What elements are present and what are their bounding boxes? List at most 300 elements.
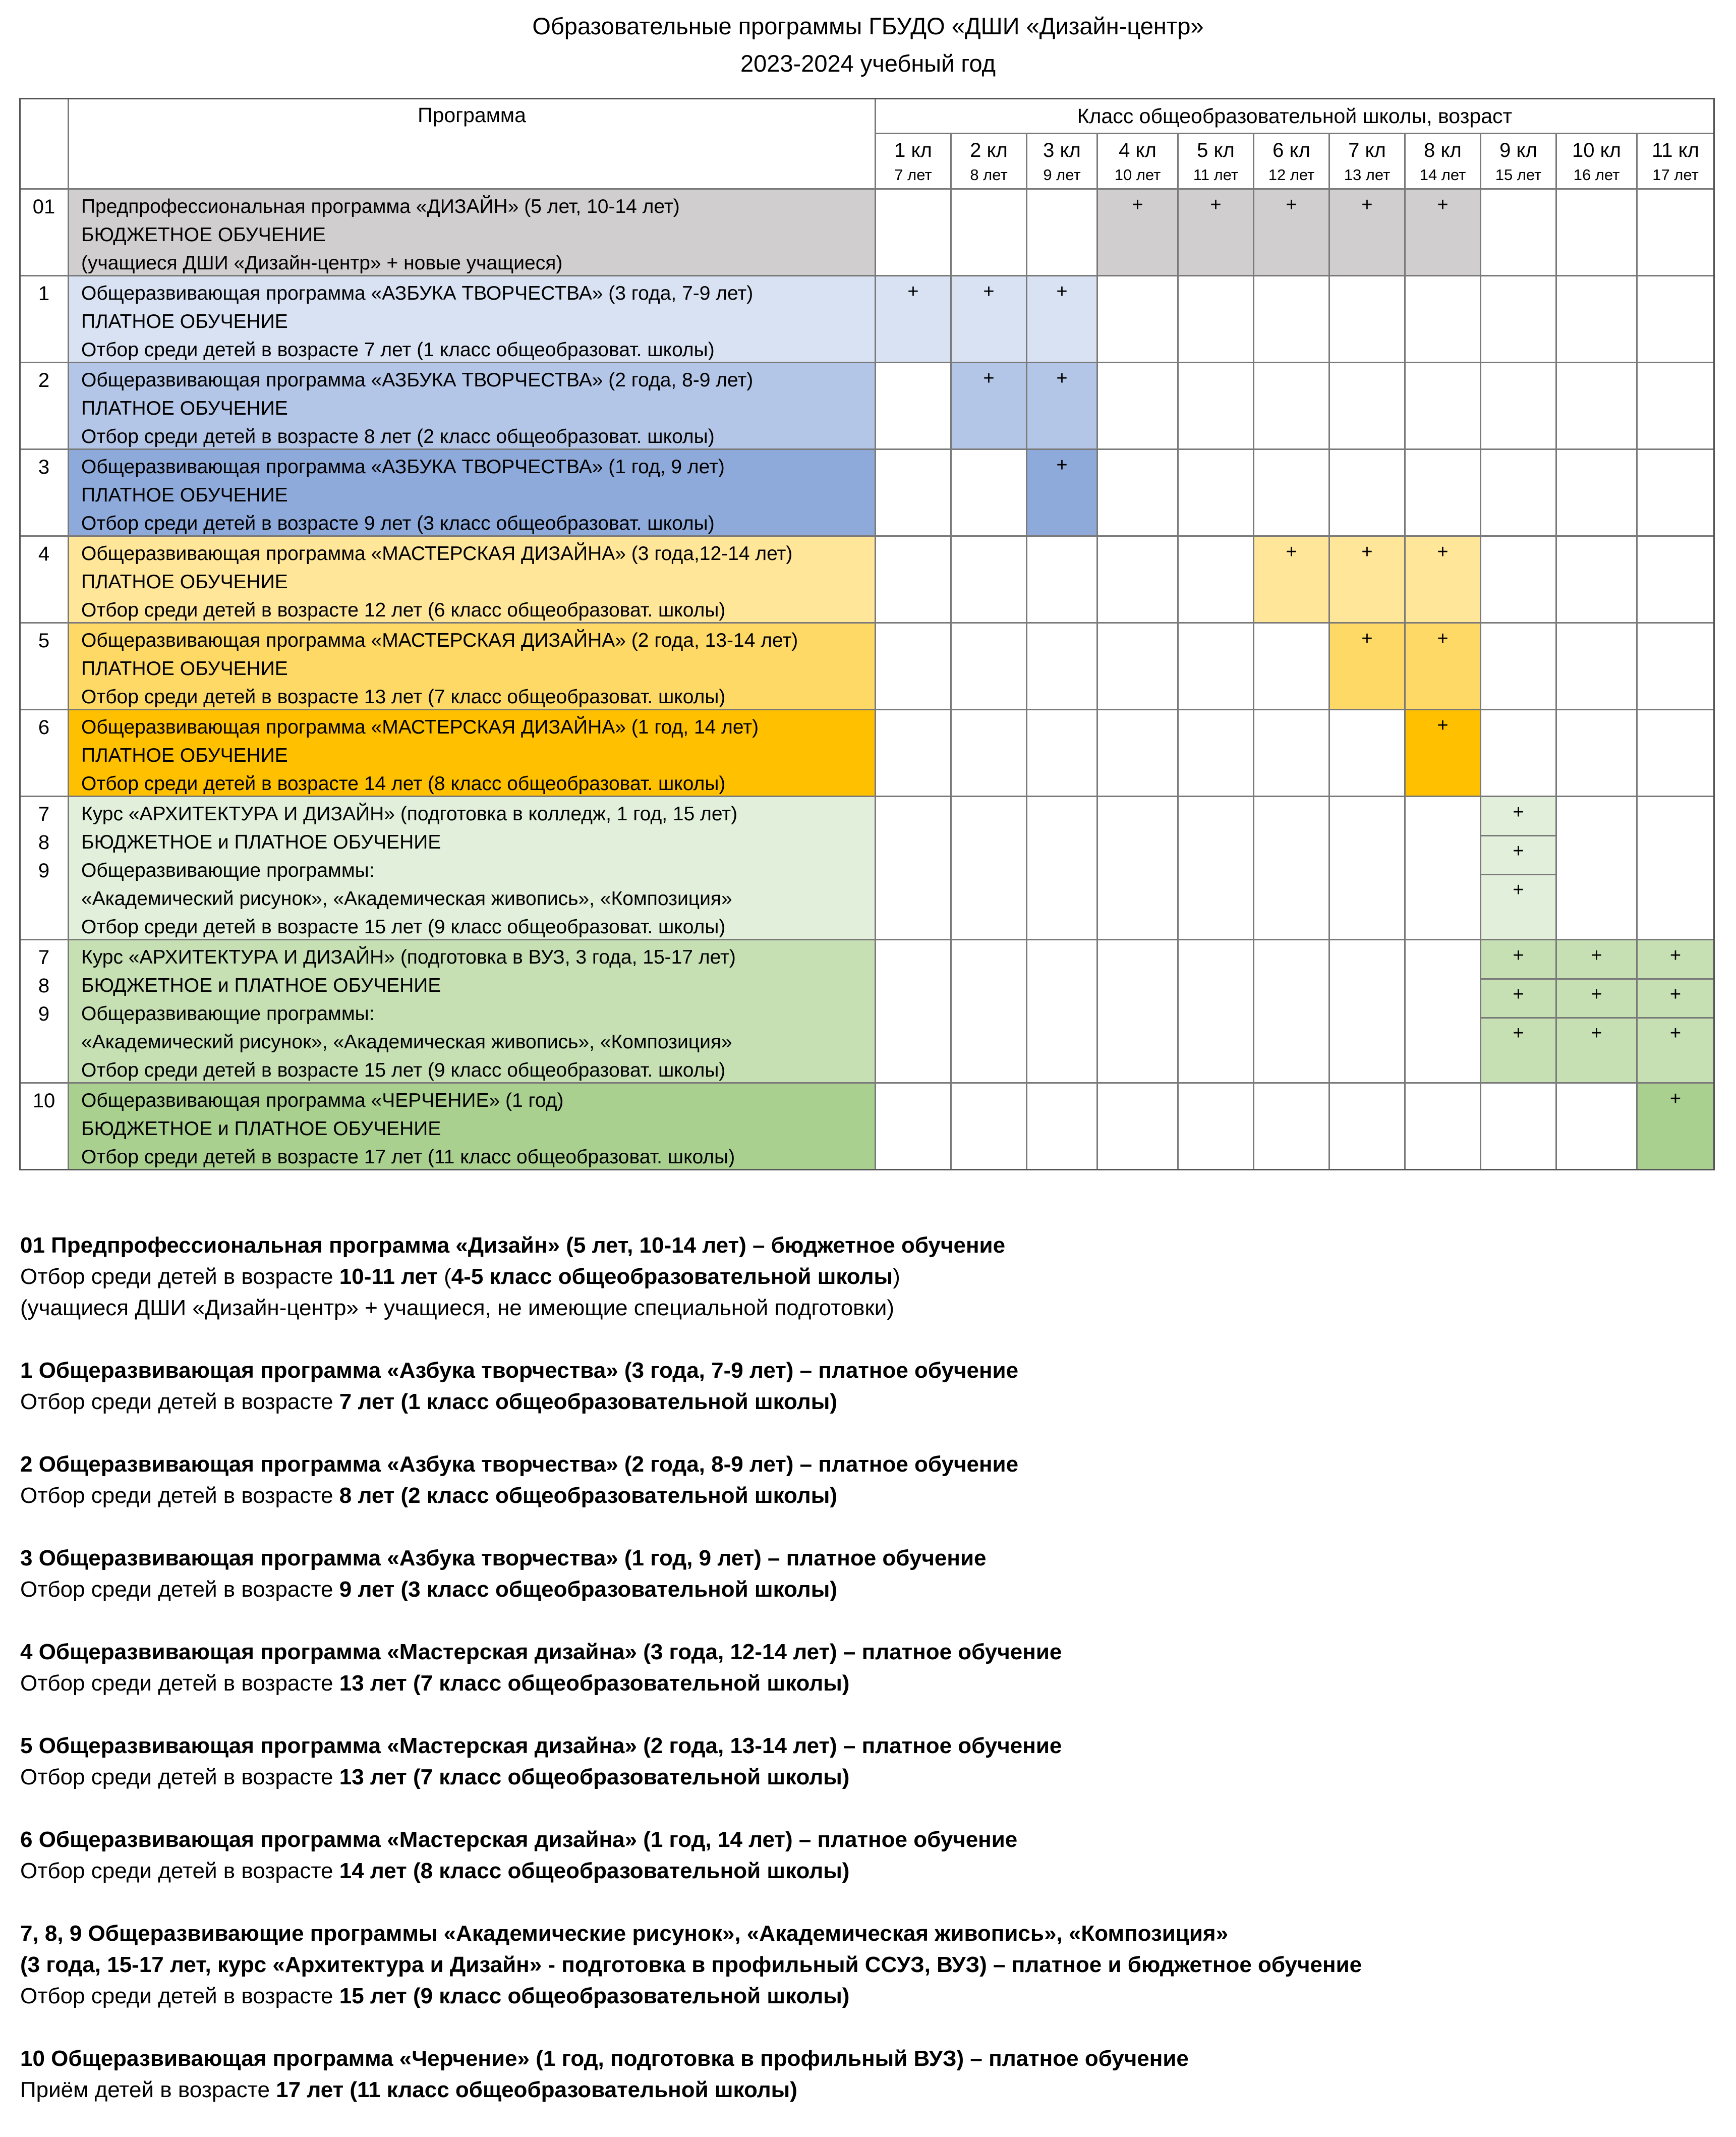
program-line: БЮДЖЕТНОЕ и ПЛАТНОЕ ОБУЧЕНИЕ — [81, 975, 441, 996]
class-cell — [1027, 1084, 1098, 1170]
class-cell-marked — [1027, 363, 1098, 450]
program-notes — [20, 1230, 1715, 2137]
note-line — [20, 1637, 1715, 1668]
class-cell — [1481, 450, 1557, 537]
class-cell — [1330, 450, 1406, 537]
class-cell — [1254, 624, 1330, 710]
class-cell — [1638, 624, 1715, 710]
program-line: Общеразвивающая программа «АЗБУКА ТВОРЧЕСТВА» (2 года, 8-9 лет) — [81, 369, 754, 391]
plus-mark: + — [1056, 455, 1068, 476]
class-cell — [876, 1084, 952, 1170]
class-cell-marked — [1481, 940, 1557, 1084]
class-cell — [1557, 1084, 1638, 1170]
note-text: Отбор среди детей в возрасте — [20, 1264, 339, 1289]
class-cell — [876, 363, 952, 450]
class-cell — [1098, 537, 1179, 624]
note-text: Приём детей в возрасте — [20, 2077, 276, 2102]
header-class-column — [876, 134, 952, 190]
class-cell — [1179, 1084, 1254, 1170]
program-line: Отбор среди детей в возрасте 13 лет (7 класс общеобразоват. школы) — [81, 686, 726, 708]
plus-mark: + — [1591, 1023, 1602, 1044]
sub-row-divider — [1481, 1017, 1555, 1019]
note-bold-text: 14 лет (8 класс общеобразовательной школы) — [339, 1859, 850, 1883]
class-cell — [1098, 624, 1179, 710]
sub-row-divider — [1557, 978, 1636, 980]
note-bold-text: 17 лет (11 класс общеобразовательной школы) — [276, 2077, 797, 2102]
header-class-column — [1330, 134, 1406, 190]
note-paragraph — [20, 2043, 1715, 2106]
class-number: 3 кл — [1043, 139, 1081, 161]
note-line — [20, 1668, 1715, 1699]
class-cell-marked — [1557, 940, 1638, 1084]
class-cell — [1254, 710, 1330, 797]
class-number: 7 кл — [1348, 139, 1386, 161]
class-cell-marked — [1406, 624, 1481, 710]
plus-mark: + — [1132, 194, 1143, 215]
class-cell — [1638, 190, 1715, 276]
row-number: 8 — [38, 831, 50, 854]
note-paragraph — [20, 1637, 1715, 1699]
row-number: 9 — [38, 860, 50, 882]
row-number: 4 — [38, 543, 50, 565]
class-age: 13 лет — [1344, 166, 1391, 184]
class-cell — [876, 710, 952, 797]
row-number: 01 — [32, 196, 55, 218]
plus-mark: + — [1437, 715, 1449, 736]
row-program-cell — [69, 537, 876, 624]
class-cell — [1330, 940, 1406, 1084]
class-cell — [1179, 363, 1254, 450]
plus-mark: + — [1437, 194, 1449, 215]
class-age: 9 лет — [1043, 166, 1081, 184]
program-line: ПЛАТНОЕ ОБУЧЕНИЕ — [81, 745, 288, 766]
note-bold-text: 7 лет (1 класс общеобразовательной школы) — [339, 1389, 837, 1414]
program-line: ПЛАТНОЕ ОБУЧЕНИЕ — [81, 571, 288, 593]
row-number-cell — [20, 710, 69, 797]
note-line — [20, 1574, 1715, 1605]
class-cell — [952, 537, 1027, 624]
row-number: 1 — [38, 283, 50, 305]
note-text: Отбор среди детей в возрасте — [20, 1859, 339, 1883]
program-line: Общеразвивающая программа «АЗБУКА ТВОРЧЕСТВА» (1 год, 9 лет) — [81, 456, 725, 478]
header-class-column — [1254, 134, 1330, 190]
class-cell — [1179, 276, 1254, 363]
note-bold-text: 4 Общеразвивающая программа «Мастерская дизайна» (3 года, 12-14 лет) – платное обучение — [20, 1640, 1062, 1664]
class-cell — [1557, 624, 1638, 710]
class-number: 2 кл — [970, 139, 1008, 161]
header-number-cell — [20, 99, 69, 190]
class-cell — [876, 450, 952, 537]
note-bold-text: 2 Общеразвивающая программа «Азбука творчества» (2 года, 8-9 лет) – платное обучение — [20, 1452, 1019, 1477]
class-age: 15 лет — [1495, 166, 1542, 184]
plus-mark: + — [1513, 840, 1524, 862]
class-cell-marked — [1254, 190, 1330, 276]
class-cell — [1254, 1084, 1330, 1170]
program-description — [81, 627, 871, 711]
class-cell-marked — [1098, 190, 1179, 276]
row-number-cell — [20, 190, 69, 276]
row-number: 8 — [38, 975, 50, 997]
row-program-cell — [69, 190, 876, 276]
note-bold-text: 6 Общеразвивающая программа «Мастерская дизайна» (1 год, 14 лет) – платное обучение — [20, 1827, 1018, 1852]
class-cell — [952, 1084, 1027, 1170]
program-line: (учащиеся ДШИ «Дизайн-центр» + новые учащиеся) — [81, 252, 563, 274]
class-cell — [1557, 450, 1638, 537]
note-line — [20, 1449, 1715, 1480]
header-program-cell — [69, 99, 876, 190]
class-cell — [1098, 797, 1179, 940]
class-cell-marked — [1406, 710, 1481, 797]
program-line: «Академический рисунок», «Академическая живопись», «Композиция» — [81, 888, 732, 910]
program-description — [81, 453, 871, 538]
program-line: Общеразвивающие программы: — [81, 860, 375, 881]
class-cell — [1179, 940, 1254, 1084]
row-number: 10 — [32, 1090, 55, 1112]
class-cell — [1638, 276, 1715, 363]
row-number-cell — [20, 537, 69, 624]
class-cell-marked — [1254, 537, 1330, 624]
class-cell — [1406, 1084, 1481, 1170]
note-line — [20, 1824, 1715, 1855]
class-cell-marked — [1330, 190, 1406, 276]
plus-mark: + — [1669, 1023, 1682, 1044]
class-cell — [1406, 450, 1481, 537]
plus-mark: + — [1056, 368, 1068, 389]
note-line — [20, 1543, 1715, 1574]
header-class-column — [1406, 134, 1481, 190]
class-cell-marked — [1027, 450, 1098, 537]
plus-mark: + — [983, 281, 995, 302]
header-class-column — [1638, 134, 1715, 190]
row-number: 6 — [38, 716, 50, 739]
note-line — [20, 1949, 1715, 1981]
class-cell — [952, 624, 1027, 710]
note-paragraph — [20, 1230, 1715, 1324]
class-age: 8 лет — [970, 166, 1008, 184]
class-cell-marked — [1481, 797, 1557, 940]
class-cell — [1027, 940, 1098, 1084]
program-line: Отбор среди детей в возрасте 8 лет (2 класс общеобразоват. школы) — [81, 426, 715, 447]
note-text: Отбор среди детей в возрасте — [20, 1765, 339, 1789]
program-description — [81, 540, 871, 625]
note-bold-text: 13 лет (7 класс общеобразовательной школы) — [339, 1671, 850, 1696]
header-class-label: Класс общеобразовательной школы, возраст — [1077, 104, 1513, 128]
class-age: 10 лет — [1114, 166, 1161, 184]
program-line: Отбор среди детей в возрасте 12 лет (6 класс общеобразоват. школы) — [81, 599, 726, 621]
row-number: 5 — [38, 630, 50, 652]
plus-mark: + — [1361, 194, 1373, 215]
header-program-label: Программа — [418, 103, 526, 127]
plus-mark: + — [1513, 984, 1524, 1005]
program-line: БЮДЖЕТНОЕ и ПЛАТНОЕ ОБУЧЕНИЕ — [81, 831, 441, 853]
note-bold-text: 3 Общеразвивающая программа «Азбука творчества» (1 год, 9 лет) – платное обучение — [20, 1546, 987, 1570]
note-bold-text: 1 Общеразвивающая программа «Азбука творчества» (3 года, 7-9 лет) – платное обучение — [20, 1358, 1019, 1383]
class-cell — [1179, 624, 1254, 710]
class-cell — [1330, 797, 1406, 940]
class-cell — [952, 190, 1027, 276]
class-cell — [1406, 940, 1481, 1084]
note-line — [20, 1855, 1715, 1887]
note-text: Отбор среди детей в возрасте — [20, 1671, 339, 1696]
class-cell — [1179, 710, 1254, 797]
class-cell — [1027, 710, 1098, 797]
class-cell — [1330, 710, 1406, 797]
note-bold-text: 13 лет (7 класс общеобразовательной школы) — [339, 1765, 850, 1789]
note-paragraph — [20, 1730, 1715, 1793]
note-paragraph — [20, 1449, 1715, 1511]
program-description — [81, 279, 871, 364]
class-age: 14 лет — [1419, 166, 1466, 184]
program-line: БЮДЖЕТНОЕ ОБУЧЕНИЕ — [81, 224, 326, 246]
row-number-cell — [20, 1084, 69, 1170]
class-cell — [1254, 450, 1330, 537]
header-class-column — [1481, 134, 1557, 190]
class-cell — [1254, 276, 1330, 363]
note-line — [20, 1730, 1715, 1762]
note-paragraph — [20, 1824, 1715, 1887]
plus-mark: + — [1591, 945, 1602, 966]
class-cell — [1179, 450, 1254, 537]
program-line: ПЛАТНОЕ ОБУЧЕНИЕ — [81, 398, 288, 419]
class-cell — [1027, 624, 1098, 710]
class-cell — [1179, 537, 1254, 624]
program-description — [81, 713, 871, 798]
note-bold-text: 8 лет (2 класс общеобразовательной школы) — [339, 1483, 837, 1508]
program-line: Предпрофессиональная программа «ДИЗАЙН» (5 лет, 10-14 лет) — [81, 196, 680, 217]
note-bold-text: 9 лет (3 класс общеобразовательной школы) — [339, 1577, 837, 1602]
program-line: Отбор среди детей в возрасте 15 лет (9 класс общеобразоват. школы) — [81, 916, 726, 938]
class-cell-marked — [1406, 190, 1481, 276]
class-cell — [952, 710, 1027, 797]
row-number: 7 — [38, 946, 50, 969]
row-number-cell — [20, 450, 69, 537]
class-age: 12 лет — [1268, 166, 1315, 184]
note-line — [20, 1261, 1715, 1292]
header-class-group — [876, 99, 1715, 134]
plus-mark: + — [983, 368, 995, 389]
row-number-cell — [20, 276, 69, 363]
note-line — [20, 1355, 1715, 1386]
row-program-cell — [69, 450, 876, 537]
class-cell — [1027, 190, 1098, 276]
class-cell — [1330, 363, 1406, 450]
row-program-cell — [69, 940, 876, 1084]
class-cell — [952, 797, 1027, 940]
program-line: ПЛАТНОЕ ОБУЧЕНИЕ — [81, 311, 288, 332]
plus-mark: + — [1437, 628, 1449, 649]
academic-year: 2023-2024 учебный год — [740, 50, 996, 77]
note-bold-text: 15 лет (9 класс общеобразовательной школы) — [339, 1984, 850, 2008]
class-cell — [1481, 537, 1557, 624]
class-cell — [1481, 1084, 1557, 1170]
plus-mark: + — [1361, 541, 1373, 563]
row-number: 7 — [38, 803, 50, 825]
program-description — [81, 366, 871, 451]
program-line: Курс «АРХИТЕКТУРА И ДИЗАЙН» (подготовка в ВУЗ, 3 года, 15-17 лет) — [81, 946, 736, 968]
row-number-cell — [20, 940, 69, 1084]
plus-mark: + — [1286, 194, 1297, 215]
class-number: 11 кл — [1652, 139, 1699, 161]
note-text: Отбор среди детей в возрасте — [20, 1577, 339, 1602]
note-bold-text: (3 года, 15-17 лет, курс «Архитектура и Дизайн» - подготовка в профильный ССУЗ, ВУЗ) – платное и бюджетное обучение — [20, 1952, 1362, 1977]
note-line — [20, 1981, 1715, 2012]
class-cell — [1638, 537, 1715, 624]
class-age: 17 лет — [1652, 166, 1699, 184]
class-cell — [952, 450, 1027, 537]
class-cell — [1557, 363, 1638, 450]
plus-mark: + — [1437, 541, 1449, 563]
class-cell-marked — [1330, 624, 1406, 710]
program-line: Курс «АРХИТЕКТУРА И ДИЗАЙН» (подготовка в колледж, 1 год, 15 лет) — [81, 803, 738, 825]
class-number: 5 кл — [1197, 139, 1235, 161]
class-cell — [1481, 710, 1557, 797]
note-text: Отбор среди детей в возрасте — [20, 1389, 339, 1414]
program-line: ПЛАТНОЕ ОБУЧЕНИЕ — [81, 658, 288, 680]
note-text: ) — [893, 1264, 900, 1289]
note-paragraph — [20, 1355, 1715, 1418]
class-cell — [1638, 710, 1715, 797]
row-program-cell — [69, 710, 876, 797]
class-number: 6 кл — [1272, 139, 1310, 161]
note-line — [20, 1480, 1715, 1511]
program-line: Общеразвивающая программа «МАСТЕРСКАЯ ДИЗАЙНА» (1 год, 14 лет) — [81, 716, 759, 738]
class-cell-marked — [876, 276, 952, 363]
sub-row-divider — [1481, 835, 1555, 836]
note-bold-text: 7, 8, 9 Общеразвивающие программы «Академические рисунок», «Академическая живопись», «Композиция» — [20, 1921, 1229, 1946]
plus-mark: + — [1361, 628, 1373, 649]
plus-mark: + — [907, 281, 919, 302]
class-cell-marked — [952, 276, 1027, 363]
programs-table — [20, 99, 1715, 1168]
program-line: Отбор среди детей в возрасте 9 лет (3 класс общеобразоват. школы) — [81, 513, 715, 534]
class-age: 7 лет — [894, 166, 932, 184]
program-line: Общеразвивающая программа «АЗБУКА ТВОРЧЕСТВА» (3 года, 7-9 лет) — [81, 283, 754, 304]
row-number-cell — [20, 363, 69, 450]
class-cell — [1027, 797, 1098, 940]
class-cell — [1481, 363, 1557, 450]
class-cell — [1557, 276, 1638, 363]
plus-mark: + — [1210, 194, 1222, 215]
class-cell — [1557, 537, 1638, 624]
class-number: 9 кл — [1499, 139, 1537, 161]
note-paragraph — [20, 1918, 1715, 2012]
note-bold-text: 01 Предпрофессиональная программа «Дизайн» (5 лет, 10-14 лет) – бюджетное обучение — [20, 1233, 1006, 1258]
row-program-cell — [69, 624, 876, 710]
class-cell — [1254, 797, 1330, 940]
class-cell — [1638, 363, 1715, 450]
sub-row-divider — [1638, 978, 1713, 980]
program-line: БЮДЖЕТНОЕ и ПЛАТНОЕ ОБУЧЕНИЕ — [81, 1118, 441, 1140]
class-cell — [1330, 276, 1406, 363]
class-cell — [1481, 624, 1557, 710]
program-line: «Академический рисунок», «Академическая живопись», «Композиция» — [81, 1031, 732, 1053]
row-program-cell — [69, 797, 876, 940]
class-cell — [1481, 190, 1557, 276]
class-cell — [1098, 940, 1179, 1084]
class-cell — [1330, 1084, 1406, 1170]
class-age: 11 лет — [1193, 166, 1239, 184]
plus-mark: + — [1286, 541, 1297, 563]
class-cell — [1098, 276, 1179, 363]
class-cell — [1406, 363, 1481, 450]
class-cell — [1406, 276, 1481, 363]
class-cell — [876, 537, 952, 624]
row-number-cell — [20, 624, 69, 710]
note-bold-text: 10 Общеразвивающая программа «Черчение» (1 год, подготовка в профильный ВУЗ) – платное обучение — [20, 2046, 1189, 2071]
class-age: 16 лет — [1573, 166, 1620, 184]
note-line — [20, 2074, 1715, 2106]
program-description — [81, 800, 871, 941]
row-number: 2 — [38, 369, 50, 391]
plus-mark: + — [1513, 1023, 1524, 1044]
row-program-cell — [69, 1084, 876, 1170]
note-line — [20, 1762, 1715, 1793]
sub-row-divider — [1638, 1017, 1713, 1019]
plus-mark: + — [1513, 802, 1524, 823]
plus-mark: + — [1513, 945, 1524, 966]
row-number-cell — [20, 797, 69, 940]
class-cell — [1098, 450, 1179, 537]
sub-row-divider — [1557, 1017, 1636, 1019]
program-line: Отбор среди детей в возрасте 17 лет (11 класс общеобразоват. школы) — [81, 1146, 735, 1168]
class-number: 4 кл — [1119, 139, 1156, 161]
program-line: Общеразвивающая программа «МАСТЕРСКАЯ ДИЗАЙНА» (3 года,12-14 лет) — [81, 543, 793, 565]
note-text: Отбор среди детей в возрасте — [20, 1984, 339, 2008]
document-title: Образовательные программы ГБУДО «ДШИ «Дизайн-центр» — [532, 13, 1204, 39]
class-cell — [876, 797, 952, 940]
class-cell — [1254, 940, 1330, 1084]
class-cell — [1098, 1084, 1179, 1170]
sub-row-divider — [1481, 874, 1555, 875]
class-cell — [1481, 276, 1557, 363]
class-cell-marked — [952, 363, 1027, 450]
plus-mark: + — [1513, 879, 1524, 901]
note-bold-text: 5 Общеразвивающая программа «Мастерская дизайна» (2 года, 13-14 лет) – платное обучение — [20, 1733, 1062, 1758]
class-cell — [1638, 797, 1715, 940]
class-cell — [1638, 450, 1715, 537]
note-text: ( — [437, 1264, 451, 1289]
class-cell — [1557, 710, 1638, 797]
plus-mark: + — [1669, 984, 1682, 1005]
class-cell — [876, 190, 952, 276]
program-description — [81, 943, 871, 1085]
class-number: 8 кл — [1424, 139, 1462, 161]
note-paragraph — [20, 1543, 1715, 1605]
plus-mark: + — [1669, 1088, 1682, 1109]
class-cell — [1179, 797, 1254, 940]
class-cell — [1254, 363, 1330, 450]
program-description — [81, 1087, 871, 1171]
class-cell — [1557, 190, 1638, 276]
plus-mark: + — [1056, 281, 1068, 302]
header-class-column — [1179, 134, 1254, 190]
class-cell — [1098, 710, 1179, 797]
row-number: 3 — [38, 456, 50, 478]
class-cell-marked — [1638, 940, 1715, 1084]
class-cell-marked — [1330, 537, 1406, 624]
class-cell-marked — [1027, 276, 1098, 363]
class-cell — [1406, 797, 1481, 940]
class-cell — [1027, 537, 1098, 624]
class-number: 1 кл — [894, 139, 932, 161]
note-text: Отбор среди детей в возрасте — [20, 1483, 339, 1508]
class-cell-marked — [1179, 190, 1254, 276]
program-line: ПЛАТНОЕ ОБУЧЕНИЕ — [81, 484, 288, 506]
class-cell-marked — [1638, 1084, 1715, 1170]
class-cell — [876, 940, 952, 1084]
note-line — [20, 1918, 1715, 1949]
note-line — [20, 1230, 1715, 1261]
